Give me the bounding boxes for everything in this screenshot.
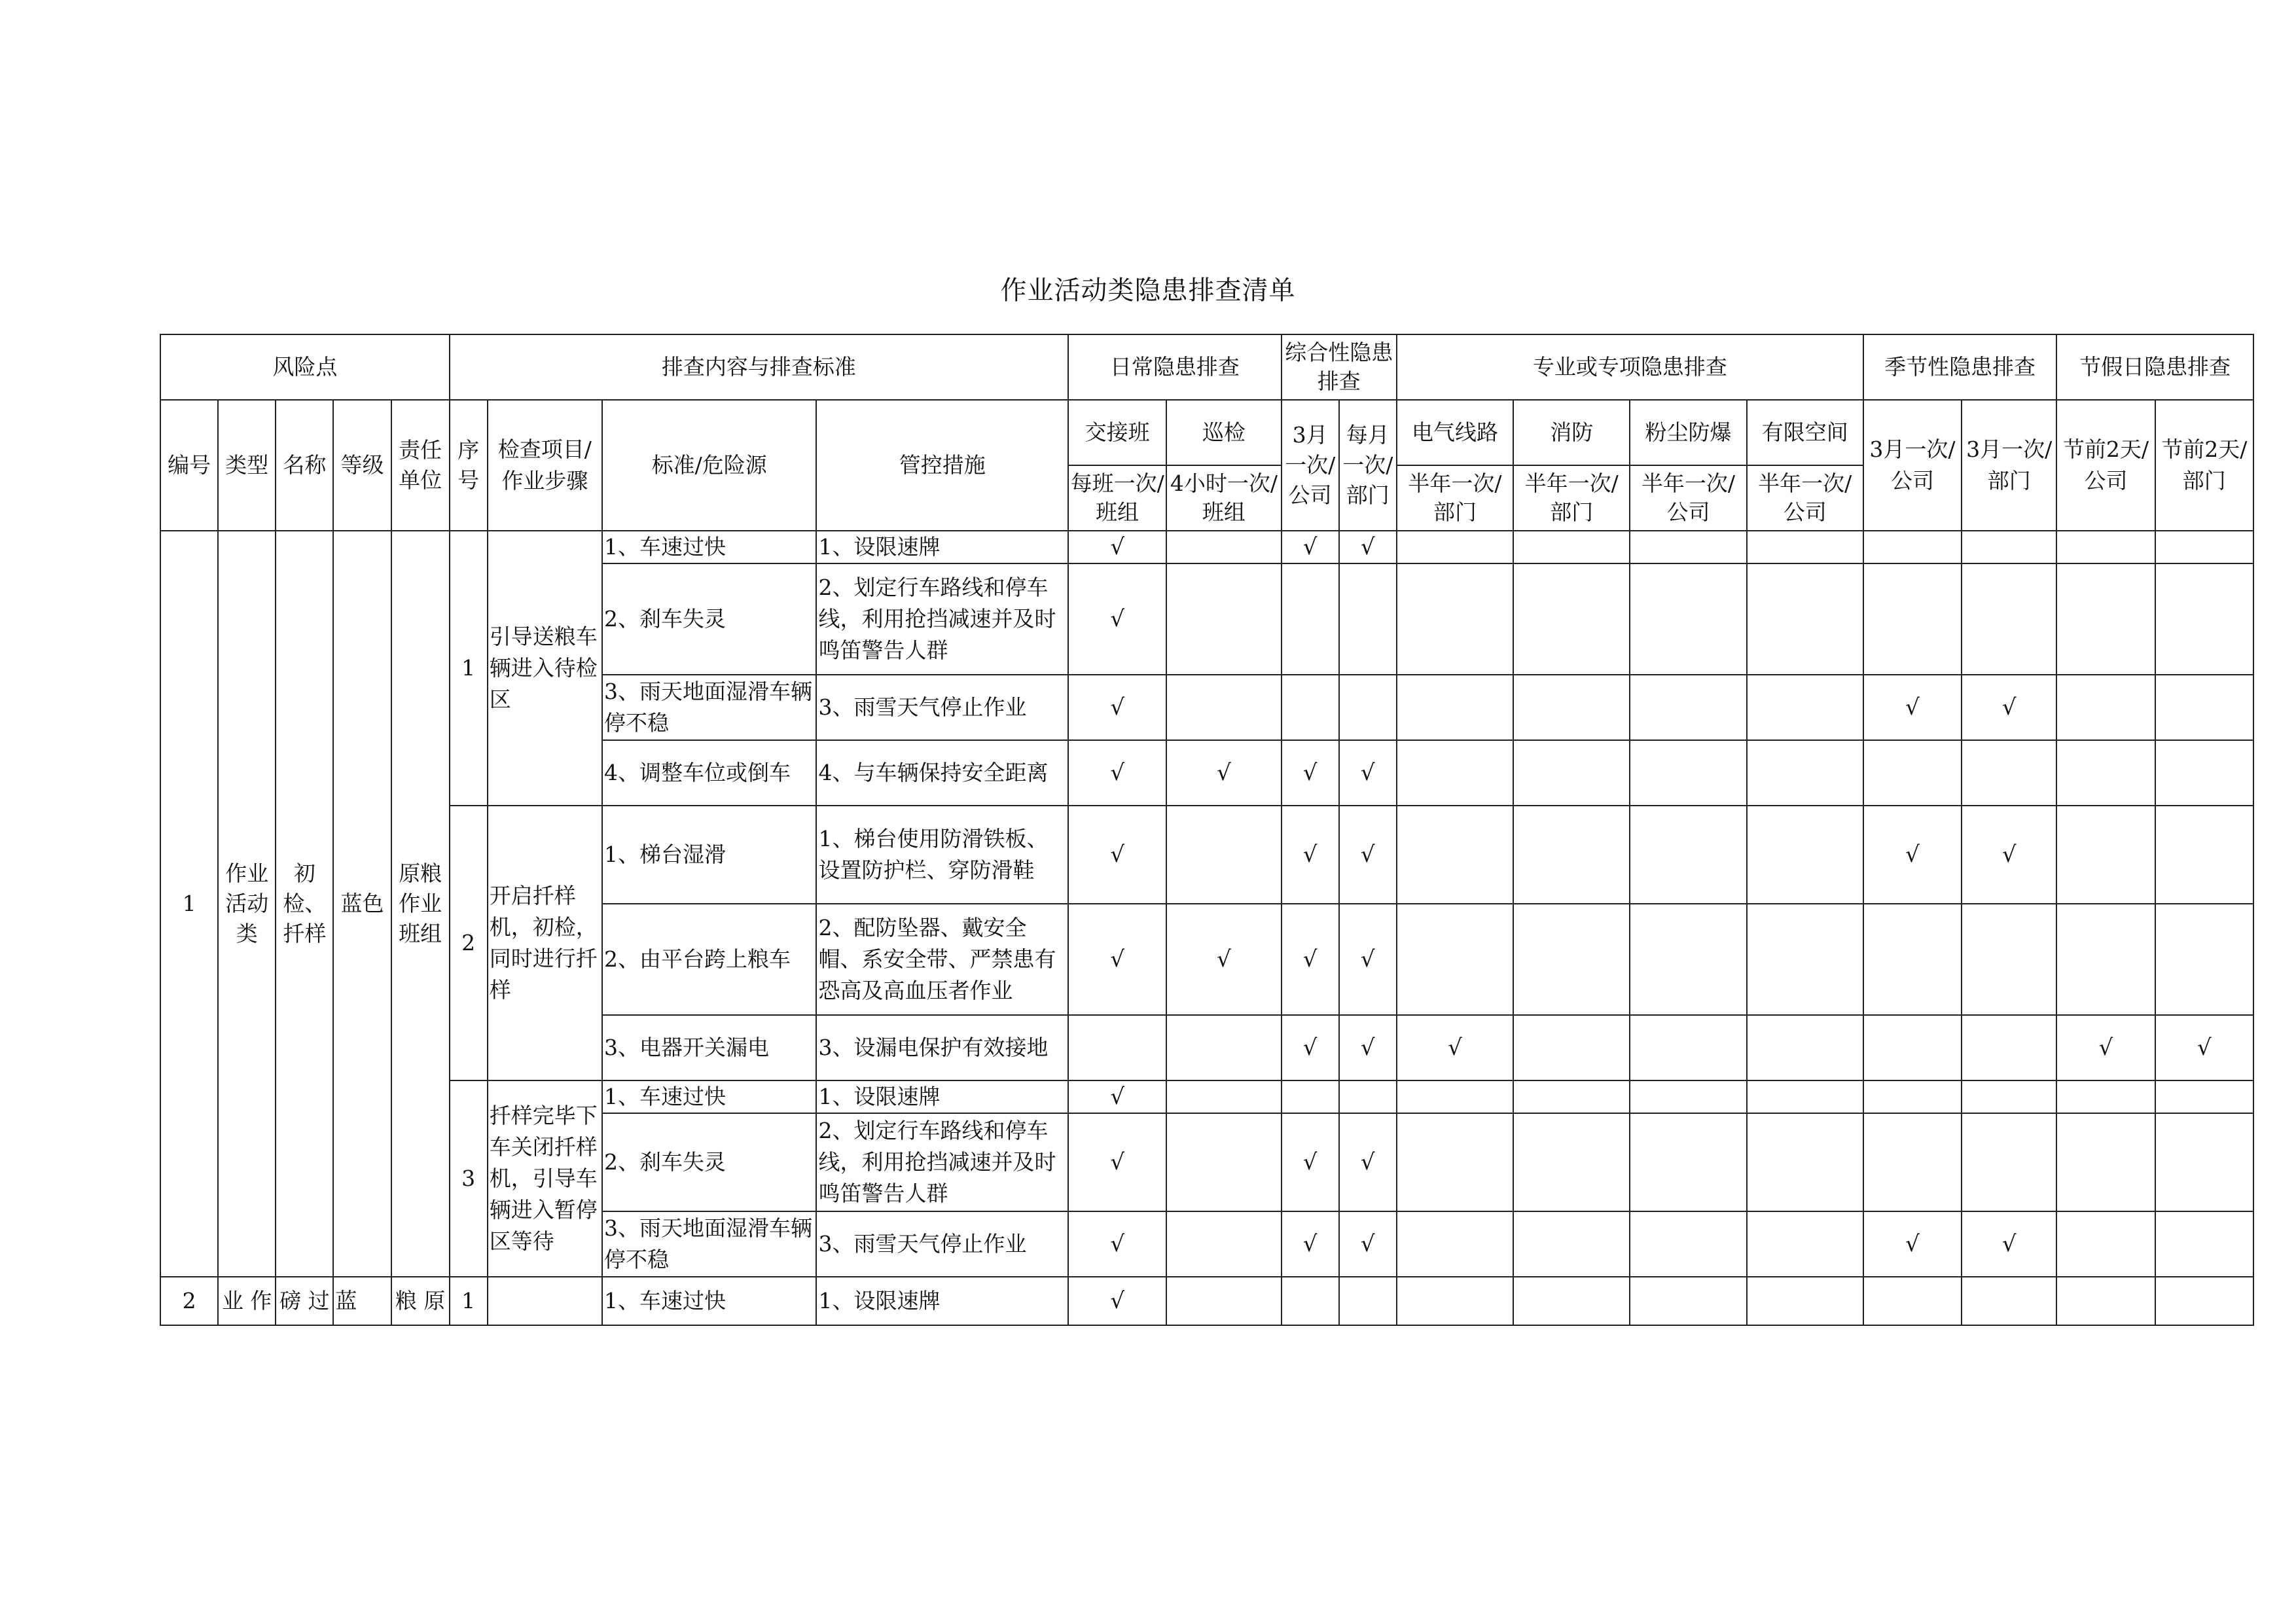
header-comp-dept: 每月一次/部门 <box>1339 400 1397 531</box>
empty-cell <box>2155 1080 2253 1113</box>
header-confined-freq: 半年一次/公司 <box>1747 465 1863 531</box>
measure-cell: 3、设漏电保护有效接地 <box>816 1015 1068 1080</box>
header-standard: 标准/危险源 <box>602 400 817 531</box>
header-special: 专业或专项隐患排查 <box>1397 334 1863 400</box>
check-mark: √ <box>1282 1113 1339 1211</box>
empty-cell <box>1282 1277 1339 1325</box>
step-seq: 1 <box>450 531 488 806</box>
empty-cell <box>1166 563 1281 675</box>
check-mark: √ <box>1339 1113 1397 1211</box>
empty-cell <box>1282 1080 1339 1113</box>
step-seq: 3 <box>450 1080 488 1277</box>
header-comp-company: 3月一次/公司 <box>1282 400 1339 531</box>
empty-cell <box>1166 1015 1281 1080</box>
measure-cell: 1、设限速牌 <box>816 531 1068 563</box>
check-mark: √ <box>1962 806 2056 904</box>
empty-cell <box>1513 531 1630 563</box>
empty-cell <box>2056 563 2155 675</box>
header-name: 名称 <box>276 400 333 531</box>
empty-cell <box>1513 1015 1630 1080</box>
empty-cell <box>1863 1277 1962 1325</box>
empty-cell <box>1513 1080 1630 1113</box>
header-risk-point: 风险点 <box>160 334 450 400</box>
measure-cell: 2、划定行车路线和停车线，利用抢挡减速并及时鸣笛警告人群 <box>816 1113 1068 1211</box>
measure-cell: 3、雨雪天气停止作业 <box>816 675 1068 740</box>
step-seq: 1 <box>450 1277 488 1325</box>
header-shift: 交接班 <box>1068 400 1166 465</box>
empty-cell <box>1397 675 1513 740</box>
empty-cell <box>2155 675 2253 740</box>
risk-unit: 粮 原 <box>391 1277 450 1325</box>
hazard-checklist-table <box>160 334 2254 1326</box>
check-mark: √ <box>1068 563 1166 675</box>
empty-cell <box>1863 1015 1962 1080</box>
empty-cell <box>1166 531 1281 563</box>
check-mark: √ <box>1166 740 1281 806</box>
empty-cell <box>1747 1277 1863 1325</box>
check-mark: √ <box>1068 904 1166 1015</box>
empty-cell <box>1863 740 1962 806</box>
standard-cell: 2、刹车失灵 <box>602 563 817 675</box>
header-seasonal: 季节性隐患排查 <box>1863 334 2056 400</box>
header-shift-freq: 每班一次/班组 <box>1068 465 1166 531</box>
check-mark: √ <box>1068 1113 1166 1211</box>
header-electric-freq: 半年一次/部门 <box>1397 465 1513 531</box>
empty-cell <box>1962 563 2056 675</box>
empty-cell <box>1339 1080 1397 1113</box>
risk-type: 作业活动类 <box>218 531 276 1277</box>
header-daily: 日常隐患排查 <box>1068 334 1282 400</box>
empty-cell <box>2056 531 2155 563</box>
standard-cell: 2、刹车失灵 <box>602 1113 817 1211</box>
risk-code: 1 <box>160 531 218 1277</box>
empty-cell <box>2056 1113 2155 1211</box>
empty-cell <box>1397 531 1513 563</box>
empty-cell <box>1166 1211 1281 1277</box>
measure-cell: 3、雨雪天气停止作业 <box>816 1211 1068 1277</box>
check-mark: √ <box>1863 806 1962 904</box>
empty-cell <box>1863 563 1962 675</box>
empty-cell <box>1513 1277 1630 1325</box>
empty-cell <box>2056 904 2155 1015</box>
header-season-company: 3月一次/公司 <box>1863 400 1962 531</box>
header-item: 检查项目/作业步骤 <box>488 400 602 531</box>
empty-cell <box>1962 1277 2056 1325</box>
check-mark: √ <box>1863 1211 1962 1277</box>
header-level: 等级 <box>333 400 391 531</box>
empty-cell <box>1339 563 1397 675</box>
measure-cell: 4、与车辆保持安全距离 <box>816 740 1068 806</box>
check-mark: √ <box>1962 675 2056 740</box>
check-mark: √ <box>1339 531 1397 563</box>
empty-cell <box>1397 1277 1513 1325</box>
standard-cell: 1、车速过快 <box>602 1080 817 1113</box>
standard-cell: 1、车速过快 <box>602 1277 817 1325</box>
header-dust-freq: 半年一次/公司 <box>1630 465 1746 531</box>
check-mark: √ <box>1282 1015 1339 1080</box>
table-row <box>160 806 2253 904</box>
header-code: 编号 <box>160 400 218 531</box>
empty-cell <box>2155 531 2253 563</box>
table-row <box>160 1277 2253 1325</box>
check-mark: √ <box>1282 1211 1339 1277</box>
empty-cell <box>1397 1080 1513 1113</box>
empty-cell <box>1747 740 1863 806</box>
check-mark: √ <box>2155 1015 2253 1080</box>
header-holiday-dept: 节前2天/部门 <box>2155 400 2253 531</box>
check-mark: √ <box>1068 1211 1166 1277</box>
empty-cell <box>1630 904 1746 1015</box>
check-mark: √ <box>1068 675 1166 740</box>
check-mark: √ <box>1863 675 1962 740</box>
header-comprehensive: 综合性隐患排查 <box>1282 334 1397 400</box>
empty-cell <box>2155 904 2253 1015</box>
empty-cell <box>2155 806 2253 904</box>
empty-cell <box>1282 675 1339 740</box>
check-mark: √ <box>1282 531 1339 563</box>
check-mark: √ <box>1166 904 1281 1015</box>
empty-cell <box>1747 563 1863 675</box>
risk-code: 2 <box>160 1277 218 1325</box>
standard-cell: 3、电器开关漏电 <box>602 1015 817 1080</box>
header-type: 类型 <box>218 400 276 531</box>
measure-cell: 1、设限速牌 <box>816 1277 1068 1325</box>
document-title: 作业活动类隐患排查清单 <box>1000 276 1296 306</box>
empty-cell <box>1863 531 1962 563</box>
empty-cell <box>1747 1113 1863 1211</box>
empty-cell <box>2155 1277 2253 1325</box>
header-dust: 粉尘防爆 <box>1630 400 1746 465</box>
check-mark: √ <box>1068 531 1166 563</box>
empty-cell <box>1962 1015 2056 1080</box>
standard-cell: 2、由平台跨上粮车 <box>602 904 817 1015</box>
header-electric: 电气线路 <box>1397 400 1513 465</box>
empty-cell <box>1397 904 1513 1015</box>
standard-cell: 1、梯台湿滑 <box>602 806 817 904</box>
risk-level: 蓝 <box>333 1277 391 1325</box>
empty-cell <box>1630 740 1746 806</box>
check-mark: √ <box>1339 1211 1397 1277</box>
empty-cell <box>2155 563 2253 675</box>
measure-cell: 1、梯台使用防滑铁板、设置防护栏、穿防滑鞋 <box>816 806 1068 904</box>
risk-name: 磅 过 <box>276 1277 333 1325</box>
empty-cell <box>2056 740 2155 806</box>
risk-name: 初检、扦样 <box>276 531 333 1277</box>
empty-cell <box>1747 1015 1863 1080</box>
empty-cell <box>1630 1080 1746 1113</box>
empty-cell <box>1513 1113 1630 1211</box>
empty-cell <box>1630 806 1746 904</box>
empty-cell <box>1630 1015 1746 1080</box>
header-patrol: 巡检 <box>1166 400 1281 465</box>
empty-cell <box>1962 904 2056 1015</box>
empty-cell <box>1513 675 1630 740</box>
empty-cell <box>1863 904 1962 1015</box>
empty-cell <box>1166 806 1281 904</box>
check-mark: √ <box>1068 1277 1166 1325</box>
standard-cell: 3、雨天地面湿滑车辆停不稳 <box>602 1211 817 1277</box>
table-row <box>160 531 2253 563</box>
empty-cell <box>1630 675 1746 740</box>
empty-cell <box>1630 1211 1746 1277</box>
table-row <box>160 1080 2253 1113</box>
header-holiday: 节假日隐患排查 <box>2056 334 2253 400</box>
measure-cell: 1、设限速牌 <box>816 1080 1068 1113</box>
header-unit: 责任单位 <box>391 400 450 531</box>
standard-cell: 1、车速过快 <box>602 531 817 563</box>
empty-cell <box>1747 904 1863 1015</box>
empty-cell <box>1282 563 1339 675</box>
empty-cell <box>1513 904 1630 1015</box>
check-mark: √ <box>1339 904 1397 1015</box>
empty-cell <box>1513 563 1630 675</box>
empty-cell <box>1962 740 2056 806</box>
check-mark: √ <box>1962 1211 2056 1277</box>
header-holiday-company: 节前2天/公司 <box>2056 400 2155 531</box>
header-confined: 有限空间 <box>1747 400 1863 465</box>
standard-cell: 3、雨天地面湿滑车辆停不稳 <box>602 675 817 740</box>
empty-cell <box>2155 740 2253 806</box>
check-mark: √ <box>1068 806 1166 904</box>
empty-cell <box>1166 675 1281 740</box>
empty-cell <box>1513 1211 1630 1277</box>
empty-cell <box>1747 806 1863 904</box>
empty-cell <box>1397 740 1513 806</box>
empty-cell <box>1962 531 2056 563</box>
check-mark: √ <box>1397 1015 1513 1080</box>
empty-cell <box>1513 740 1630 806</box>
risk-level: 蓝色 <box>333 531 391 1277</box>
empty-cell <box>2056 1277 2155 1325</box>
empty-cell <box>1166 1113 1281 1211</box>
risk-type: 业 作 <box>218 1277 276 1325</box>
check-mark: √ <box>2056 1015 2155 1080</box>
empty-cell <box>1166 1080 1281 1113</box>
empty-cell <box>1962 1113 2056 1211</box>
empty-cell <box>1630 563 1746 675</box>
empty-cell <box>1397 563 1513 675</box>
empty-cell <box>1747 1080 1863 1113</box>
header-content-standard: 排查内容与排查标准 <box>450 334 1068 400</box>
empty-cell <box>1747 675 1863 740</box>
check-mark: √ <box>1339 1015 1397 1080</box>
empty-cell <box>1630 531 1746 563</box>
empty-cell <box>1962 1080 2056 1113</box>
check-mark: √ <box>1282 904 1339 1015</box>
empty-cell <box>2056 1080 2155 1113</box>
step-item <box>488 1277 602 1325</box>
empty-cell <box>1630 1113 1746 1211</box>
step-item: 扦样完毕下车关闭扦样机，引导车辆进入暂停区等待 <box>488 1080 602 1277</box>
empty-cell <box>1630 1277 1746 1325</box>
empty-cell <box>2155 1113 2253 1211</box>
header-fire: 消防 <box>1513 400 1630 465</box>
empty-cell <box>1397 1211 1513 1277</box>
empty-cell <box>2056 1211 2155 1277</box>
empty-cell <box>1863 1113 1962 1211</box>
empty-cell <box>1166 1277 1281 1325</box>
measure-cell: 2、划定行车路线和停车线，利用抢挡减速并及时鸣笛警告人群 <box>816 563 1068 675</box>
empty-cell <box>2056 806 2155 904</box>
empty-cell <box>2155 1211 2253 1277</box>
header-fire-freq: 半年一次/部门 <box>1513 465 1630 531</box>
step-seq: 2 <box>450 806 488 1080</box>
header-seq: 序号 <box>450 400 488 531</box>
risk-unit: 原粮作业班组 <box>391 531 450 1277</box>
empty-cell <box>1068 1015 1166 1080</box>
empty-cell <box>1339 1277 1397 1325</box>
empty-cell <box>1339 675 1397 740</box>
header-row-groups <box>160 334 2253 400</box>
check-mark: √ <box>1339 740 1397 806</box>
header-row-subitems <box>160 400 2253 465</box>
empty-cell <box>1513 806 1630 904</box>
header-measure: 管控措施 <box>816 400 1068 531</box>
header-season-dept: 3月一次/部门 <box>1962 400 2056 531</box>
empty-cell <box>1397 806 1513 904</box>
check-mark: √ <box>1282 740 1339 806</box>
empty-cell <box>1747 1211 1863 1277</box>
header-patrol-freq: 4小时一次/班组 <box>1166 465 1281 531</box>
check-mark: √ <box>1068 1080 1166 1113</box>
step-item: 开启扦样机，初检，同时进行扦样 <box>488 806 602 1080</box>
standard-cell: 4、调整车位或倒车 <box>602 740 817 806</box>
step-item: 引导送粮车辆进入待检区 <box>488 531 602 806</box>
measure-cell: 2、配防坠器、戴安全帽、系安全带、严禁患有恐高及高血压者作业 <box>816 904 1068 1015</box>
empty-cell <box>1747 531 1863 563</box>
empty-cell <box>2056 675 2155 740</box>
check-mark: √ <box>1282 806 1339 904</box>
empty-cell <box>1397 1113 1513 1211</box>
check-mark: √ <box>1068 740 1166 806</box>
empty-cell <box>1863 1080 1962 1113</box>
check-mark: √ <box>1339 806 1397 904</box>
